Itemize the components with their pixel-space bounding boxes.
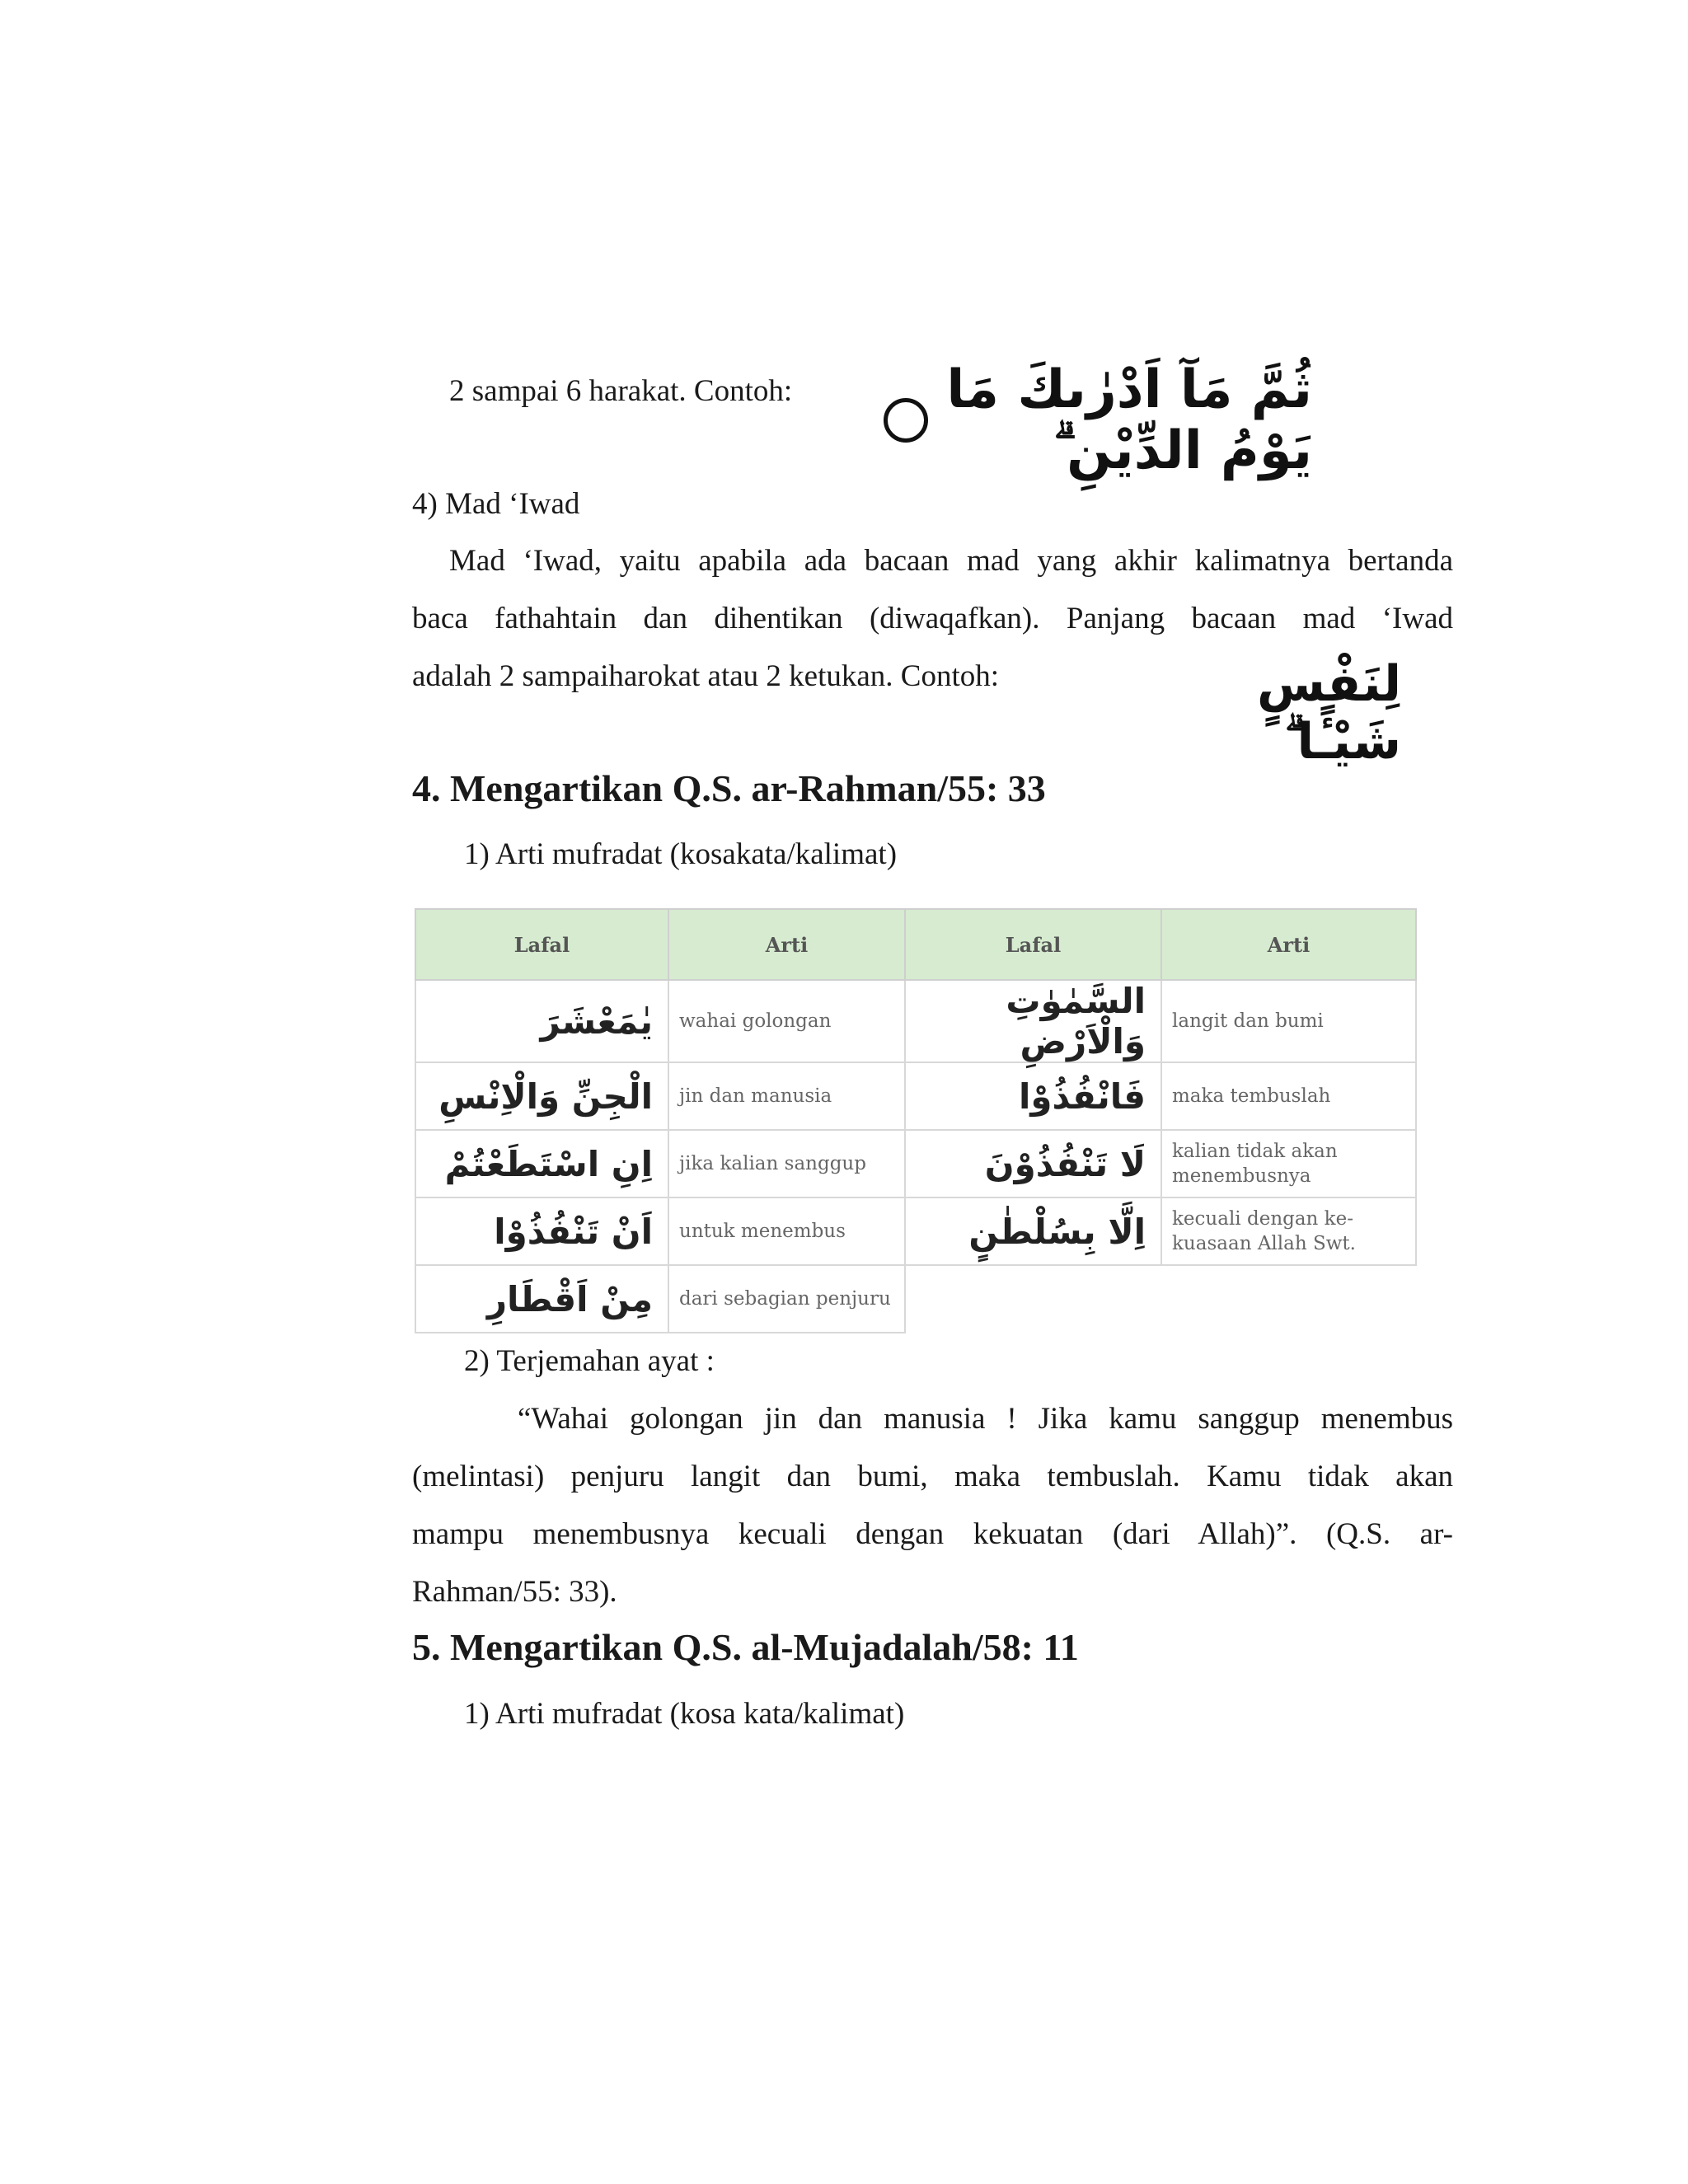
arti-text-cont: menembusnya [1172,1165,1311,1187]
translation-line-3: mampu menembusnya kecuali dengan kekuatan (dari Allah)”. (Q.S. ar- [412,1517,1453,1551]
table-row [415,1062,1416,1130]
table-header-arti: Arti [668,909,905,980]
translation-line-1: “Wahai golongan jin dan manusia ! Jika kamu sanggup menembus [518,1402,1453,1436]
arti-text: langit dan bumi [1172,1010,1324,1032]
lafal-text: السَّمٰوٰتِ وَالْاَرْضِ [1006,981,1146,1062]
example-arabic-1-text: ثُمَّ مَآ اَدْرٰىكَ مَا يَوْمُ الدِّيْنِ ۗ [946,359,1312,481]
table-cell-lafal [905,1130,1161,1197]
lafal-text: مِنْ اَقْطَارِ [486,1278,653,1319]
table-cell-lafal [415,980,668,1062]
table-cell-lafal [905,1062,1161,1130]
table-header-lafal: Lafal [905,909,1161,980]
arti-text: maka tembuslah [1172,1085,1331,1107]
table-cell-arti [1161,1130,1416,1197]
table-cell-lafal [905,1197,1161,1265]
table-cell-arti: jika kalian sanggup [668,1130,905,1197]
mad-iwad-para-line-2: baca fathahtain dan dihentikan (diwaqafkan). Panjang bacaan mad ‘Iwad [412,602,1453,635]
table-cell-arti: wahai golongan [668,980,905,1062]
intro-line: 2 sampai 6 harakat. Contoh: [449,374,793,408]
table-cell-lafal [415,1265,668,1333]
section-5-sub-1: 1) Arti mufradat (kosa kata/kalimat) [464,1697,905,1731]
lafal-text: يٰمَعْشَرَ [540,1001,653,1042]
lafal-text: اِنِ اسْتَطَعْتُمْ [444,1143,653,1184]
table-row [415,1130,1416,1197]
section-5-heading: 5. Mengartikan Q.S. al-Mujadalah/58: 11 [412,1626,1079,1668]
table-cell-lafal [415,1197,668,1265]
arti-text-cont: kuasaan Allah Swt. [1172,1233,1356,1254]
table-cell-lafal [415,1062,668,1130]
table-cell-arti [1161,1062,1416,1130]
table-cell-lafal [905,980,1161,1062]
lafal-text: اِلَّا بِسُلْطٰنٍ [968,1211,1146,1252]
example-arabic-2 [1220,655,1401,771]
ayah-end-circle-icon [884,398,928,443]
example-arabic-2-text: لِنَفْسٍ شَيْـًٔا ۗ [1256,655,1401,771]
mad-iwad-para-line-3: adalah 2 sampaiharokat atau 2 ketukan. Contoh: [412,659,1000,693]
lafal-text: الْجِنِّ وَالْاِنْسِ [438,1076,653,1117]
table-header-lafal: Lafal [415,909,668,980]
translation-line-4: Rahman/55: 33). [412,1575,617,1609]
table-header-row [415,909,1416,980]
table-cell-arti: dari sebagian penjuru [668,1265,905,1333]
lafal-text: اَنْ تَنْفُذُوْا [494,1211,653,1252]
table-cell-arti [1161,980,1416,1062]
arti-text: kecuali dengan ke- [1172,1208,1354,1230]
section-4-sub-2: 2) Terjemahan ayat : [464,1344,715,1378]
subheading-mad-iwad: 4) Mad ‘Iwad [412,487,580,521]
example-arabic-1 [884,359,1312,481]
table-cell-arti [1161,1197,1416,1265]
table-row [415,1197,1416,1265]
table-row [415,1265,1416,1333]
table-header-arti: Arti [1161,909,1416,980]
lafal-text: فَانْفُذُوْا [1018,1076,1146,1117]
lafal-text: لَا تَنْفُذُوْنَ [984,1143,1146,1184]
vocabulary-table [415,908,1417,1333]
arti-text: kalian tidak akan [1172,1141,1338,1162]
section-4-sub-1: 1) Arti mufradat (kosakata/kalimat) [464,837,898,871]
table-row [415,980,1416,1062]
table-cell-arti: untuk menembus [668,1197,905,1265]
table-cell-empty [905,1265,1161,1333]
section-4-heading: 4. Mengartikan Q.S. ar-Rahman/55: 33 [412,767,1046,809]
translation-line-2: (melintasi) penjuru langit dan bumi, maka tembuslah. Kamu tidak akan [412,1460,1453,1493]
table-cell-arti: jin dan manusia [668,1062,905,1130]
table-cell-lafal [415,1130,668,1197]
table-cell-empty [1161,1265,1416,1333]
mad-iwad-para-line-1: Mad ‘Iwad, yaitu apabila ada bacaan mad yang akhir kalimatnya bertanda [449,544,1453,578]
